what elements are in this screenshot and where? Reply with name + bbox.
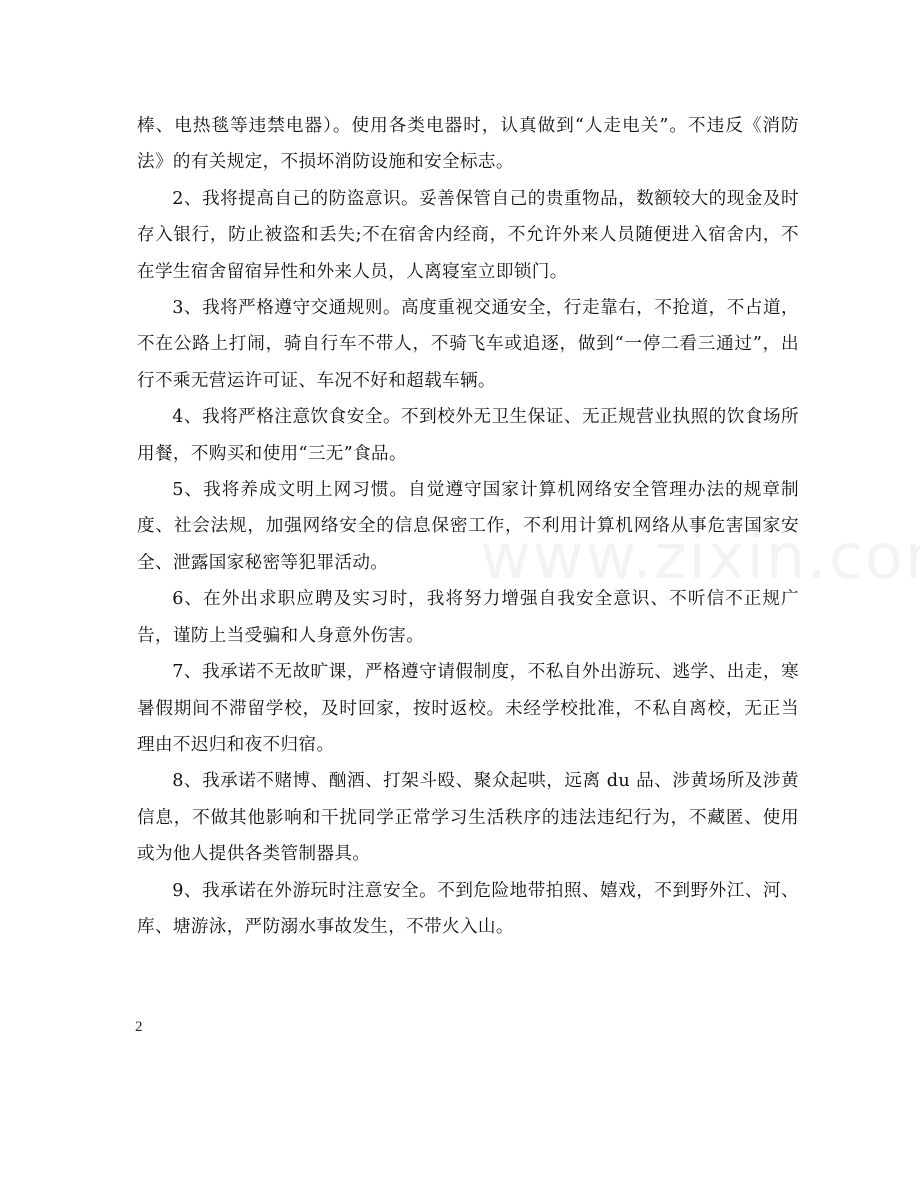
page-number: 2 [135,1019,143,1035]
paragraph-item-3: 3、我将严格遵守交通规则。高度重视交通安全，行走靠右，不抢道，不占道，不在公路上打闹，骑自行车不带人，不骑飞车或追逐，做到“一停二看三通过”，出行不乘无营运许可证、车况不好和超载车辆。 [137,298,799,391]
paragraph-continuation: 棒、电热毯等违禁电器）。使用各类电器时，认真做到“人走电关”。不违反《消防法》的有关规定，不损坏消防设施和安全标志。 [137,116,799,173]
paragraph-item-6: 6、在外出求职应聘及实习时，我将努力增强自我安全意识、不听信不正规广告，谨防上当受骗和人身意外伤害。 [137,589,799,646]
paragraph-item-9: 9、我承诺在外游玩时注意安全。不到危险地带拍照、嬉戏，不到野外江、河、库、塘游泳，严防溺水事故发生，不带火入山。 [137,880,799,937]
paragraph-item-5: 5、我将养成文明上网习惯。自觉遵守国家计算机网络安全管理办法的规章制度、社会法规，加强网络安全的信息保密工作，不利用计算机网络从事危害国家安全、泄露国家秘密等犯罪活动。 [137,480,799,573]
document-body [137,108,799,945]
paragraph-item-4: 4、我将严格注意饮食安全。不到校外无卫生保证、无正规营业执照的饮食场所用餐，不购买和使用“三无”食品。 [137,407,799,464]
paragraph-item-7: 7、我承诺不无故旷课，严格遵守请假制度，不私自外出游玩、逃学、出走，寒暑假期间不滞留学校，及时回家，按时返校。未经学校批准，不私自离校，无正当理由不迟归和夜不归宿。 [137,662,799,755]
paragraph-item-2: 2、我将提高自己的防盗意识。妥善保管自己的贵重物品，数额较大的现金及时存入银行，防止被盗和丢失;不在宿舍内经商，不允许外来人员随便进入宿舍内，不在学生宿舍留宿异性和外来人员，人离寝室立即锁门。 [137,188,799,282]
paragraph-item-8: 8、我承诺不赌博、酗酒、打架斗殴、聚众起哄，远离 du 品、涉黄场所及涉黄信息，不做其他影响和干扰同学正常学习生活秩序的违法违纪行为，不藏匿、使用或为他人提供各类管制器具。 [137,771,799,865]
